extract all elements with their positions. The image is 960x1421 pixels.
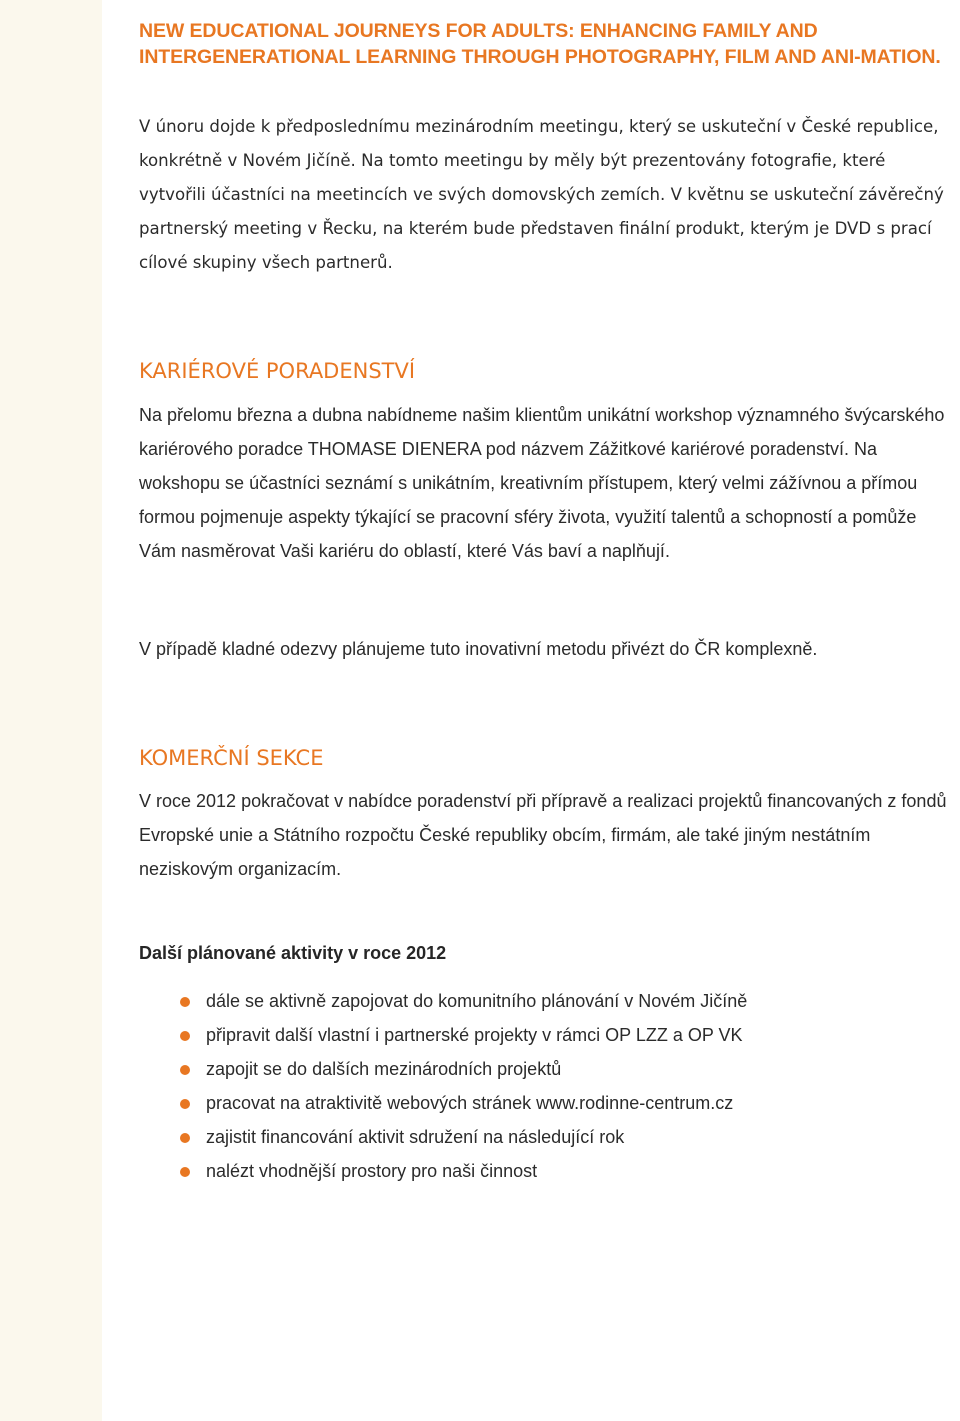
list-item-text: dále se aktivně zapojovat do komunitního plánování v Novém Jičíně — [206, 991, 748, 1011]
list-item-text: zajistit financování aktivit sdružení na následující rok — [206, 1127, 625, 1147]
list-item — [139, 1086, 954, 1120]
bullet-icon — [180, 1031, 190, 1041]
activities-heading: Další plánované aktivity v roce 2012 — [139, 943, 447, 963]
list-item-text: nalézt vhodnější prostory pro naši činnost — [206, 1161, 538, 1181]
bullet-icon — [180, 1133, 190, 1143]
list-item — [139, 1052, 954, 1086]
commercial-heading: KOMERČNÍ SEKCE — [139, 746, 324, 771]
list-item — [139, 1154, 954, 1188]
bullet-icon — [180, 1099, 190, 1109]
bullet-icon — [180, 1065, 190, 1075]
list-item — [139, 1018, 954, 1052]
list-item-text: pracovat na atraktivitě webových stránek www.rodinne-centrum.cz — [206, 1093, 734, 1113]
career-paragraph: Na přelomu března a dubna nabídneme našim klientům unikátní workshop významného švýcarského kariérového poradce THOMASE DIENERA pod názvem Zážitkové kariérové poradenství. Na wokshopu se účastníci seznámí s unikátním, kreativním přístupem, který velmi zážívnou a přímou formou pojmenuje aspekty týkající se pracovní sféry života, využití talentů a schopností a pomůže Vám nasměrovat Vaši kariéru do oblastí, které Vás baví a naplňují. — [139, 405, 945, 561]
commercial-paragraph: V roce 2012 pokračovat v nabídce poradenství při přípravě a realizaci projektů financovaných z fondů Evropské unie a Státního rozpočtu České republiky obcím, firmám, ale také jiným nestátním neziskovým organizacím. — [139, 791, 947, 879]
career-closing-paragraph: V případě kladné odezvy plánujeme tuto inovativní metodu přivézt do ČR komplexně. — [139, 639, 818, 659]
activities-list — [139, 984, 954, 1188]
intro-paragraph: V únoru dojde k předposlednímu mezinárodním meetingu, který se uskuteční v České republice, konkrétně v Novém Jičíně. Na tomto meetingu by měly být prezentovány fotografie, které vytvořili účastníci na meetincích ve svých domovských zemích. V květnu se uskuteční závěrečný partnerský meeting v Řecku, na kterém bude představen finální produkt, kterým je DVD s prací cílové skupiny všech partnerů. — [139, 117, 944, 272]
list-item — [139, 1120, 954, 1154]
bullet-icon — [180, 997, 190, 1007]
list-item-text: zapojit se do dalších mezinárodních projektů — [206, 1059, 562, 1079]
side-strip — [0, 0, 102, 1421]
bullet-icon — [180, 1167, 190, 1177]
page-title: NEW EDUCATIONAL JOURNEYS FOR ADULTS: ENHANCING FAMILY AND INTERGENERATIONAL LEARNING THROUGH PHOTOGRAPHY, FILM AND ANI-MATION. — [139, 20, 941, 69]
list-item — [139, 984, 954, 1018]
list-item-text: připravit další vlastní i partnerské projekty v rámci OP LZZ a OP VK — [206, 1025, 743, 1045]
career-heading: KARIÉROVÉ PORADENSTVÍ — [139, 359, 416, 384]
